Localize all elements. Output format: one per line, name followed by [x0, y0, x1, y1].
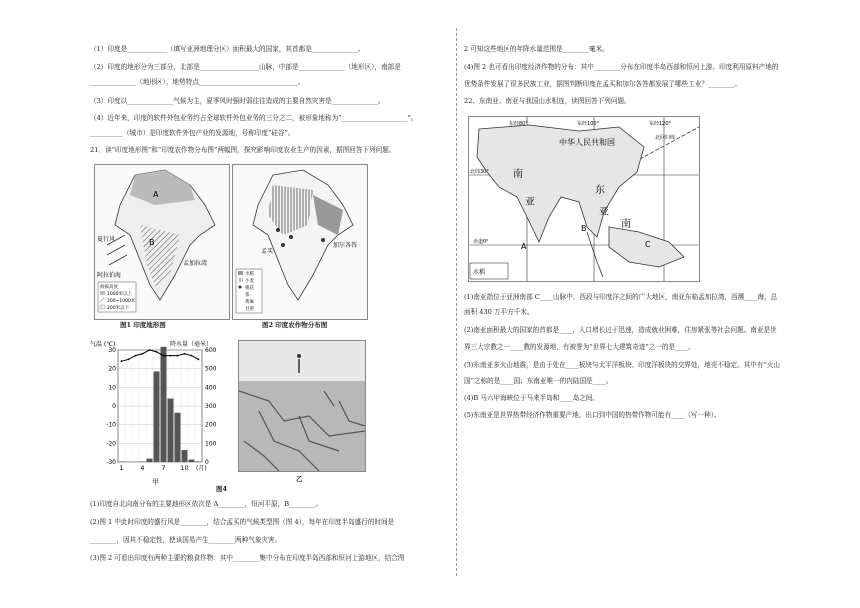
label-b: B — [149, 238, 155, 247]
temp-point — [191, 355, 193, 357]
q21-intro: 21．读“印度地形图”和“印度农作物分布图”两幅图，探究影响印度农业生产的因素，据图回答下列问题。 — [90, 146, 396, 154]
precip-tick-label: 300 — [205, 403, 217, 410]
sub-caption-a: 甲 — [152, 478, 159, 486]
temp-point — [121, 360, 123, 362]
label-arabian-sea: 阿拉伯海 — [97, 272, 122, 279]
temp-tick-label: 0 — [112, 403, 116, 410]
temp-point — [163, 355, 165, 357]
fig2-caption: 图2 印度农作物分布图 — [262, 321, 328, 329]
mumbai-climate-chart — [88, 338, 230, 488]
temp-tick-label: 30 — [108, 347, 116, 354]
q21-2b: ________，因其不稳定性，使该国易产生________两种气象灾害。 — [90, 536, 282, 544]
precip-bar — [189, 460, 195, 462]
map-legend-rice: 水稻 — [473, 269, 486, 276]
q20-4b: __________（城市）是印度软件外包产业的发源地，号称印度“硅谷”。 — [90, 129, 295, 137]
label-kolkata: 加尔各答 — [333, 242, 358, 249]
precip-bar — [168, 399, 174, 462]
map-asia-2: 亚 — [599, 207, 609, 218]
precip-tick-label: 200 — [205, 421, 217, 429]
right-column — [456, 0, 860, 608]
q22-1b: 面积 430 万平方千米。 — [464, 308, 534, 316]
cracked-earth-drawing — [239, 341, 365, 471]
q21-4b: 优势条件发展了很多民族工业，据图判断印度在孟买和加尔各答都发展了哪些工业？________。 — [464, 80, 741, 88]
map-lon-100: 东经100° — [577, 121, 600, 127]
india-crop-map-drawing — [233, 165, 367, 319]
q22-3b: 国”之称的是____国；东南亚唯一的内陆国是____。 — [464, 377, 613, 385]
crop-legend-rice: 水稻 — [245, 272, 254, 277]
q21-2a: (2)图 1 中此时印度的盛行风是________，结合孟买的气候类型图（图 4），每年在印度半岛盛行的时间是 — [90, 518, 395, 526]
month-tick-label: 1 — [119, 464, 124, 472]
q20-2a: （2）印度的地形分为三部分，北部是__________________山脉，中部是______________（地形区），南部是 — [90, 63, 401, 71]
q20-3: （3）印度以______________气候为主，夏季风时强时弱往往造成的主要自然灾害是______________。 — [90, 97, 385, 105]
precip-bar — [154, 371, 160, 462]
q22-3a: (3)东南亚多火山地震，是由于处在____板块与太平洋板块、印度洋板块的交界处，地壳不稳定。其中有“火山 — [464, 361, 781, 369]
map-china: 中华人民共和国 — [559, 138, 615, 147]
precip-bar — [196, 461, 202, 462]
precip-tick-label: 600 — [205, 347, 217, 354]
map-tropic: 北回归线 — [655, 135, 676, 141]
fig1-caption: 图1 印度地形图 — [120, 321, 166, 329]
crop-legend-tea: 茶 — [245, 293, 250, 298]
q21-3: (3)图 2 可看出印度有两种主要的粮食作物：其中________集中分布在印度半岛西部和恒河上游地区，结合图 — [90, 554, 405, 562]
q21-1: (1)印度自北向南分布的主要地形区依次是 A________，恒河平原，B________。 — [90, 500, 323, 508]
month-tick-label: 7 — [161, 464, 166, 472]
terrain-legend-title: 海拔高度 — [100, 285, 118, 290]
drought-photo — [238, 340, 366, 472]
map-lon-120: 东经120° — [649, 121, 672, 127]
india-terrain-map-drawing — [95, 165, 229, 319]
month-tick-label: 10 — [180, 464, 189, 472]
terrain-legend-2: 200~1000米 — [107, 299, 136, 304]
map-south-2: 南 — [621, 219, 631, 230]
crop-legend-sugarcane: 甘蔗 — [245, 307, 254, 312]
map-lat-30: 北纬30° — [470, 169, 489, 175]
month-unit-label: (月) — [196, 465, 207, 472]
temp-point — [198, 358, 200, 360]
q22-4: (4)B 马六甲海峡位于马来半岛和____岛之间。 — [464, 394, 599, 402]
map-label-a: A — [521, 242, 527, 251]
india-crop-map — [232, 164, 368, 320]
fig4-caption: 图4 — [216, 485, 228, 493]
temp-point — [149, 349, 151, 351]
q22-intro: 22、东南亚、南亚与我国山水相连，读图回答下列问题。 — [464, 97, 631, 105]
temp-tick-label: -20 — [106, 440, 116, 448]
temp-point — [184, 353, 186, 355]
map-label-b: B — [581, 224, 587, 233]
map-asia-1: 亚 — [525, 197, 535, 208]
temp-point — [135, 355, 137, 357]
precip-bar — [175, 413, 181, 462]
map-lon-80: 东经80° — [509, 121, 528, 127]
asia-region-map-drawing — [469, 117, 699, 281]
label-bay-of-bengal: 孟加拉湾 — [183, 260, 208, 267]
q21-4a: (4)图 2 也可看出印度经济作物的分布：其中________分布在印度半岛西部和恒河上游。印度利用原料产地的 — [464, 63, 779, 71]
q22-2b: 界三大宗教之一____教的发源地，有被誉为“世界七大建筑奇迹”之一的是____。 — [464, 343, 695, 351]
precip-tick-label: 500 — [205, 365, 217, 373]
temp-tick-label: -10 — [106, 421, 116, 429]
sub-caption-b: 乙 — [296, 475, 303, 483]
crop-legend-wheat: 小麦 — [245, 279, 254, 284]
terrain-legend-1: 1000米以上 — [107, 292, 132, 297]
temp-point — [128, 358, 130, 360]
terrain-legend-3: 200米以下 — [107, 306, 130, 311]
precip-tick-label: 0 — [205, 459, 209, 466]
temp-axis-title: 气温 (℃) — [90, 341, 116, 348]
q21-3-cont: 2 可知这些地区的年降水量范围是________毫米。 — [464, 45, 609, 53]
q20-4a: （4）近年来，印度的软件外包业务约占全球软件外包业务的三分之二，被形象地称为“____________________”。 — [90, 114, 418, 122]
plot-grid — [118, 350, 202, 462]
map-east: 东 — [595, 185, 605, 196]
precip-tick-label: 100 — [205, 440, 217, 448]
map-south-1: 南 — [513, 169, 523, 180]
crop-legend-jute: 黄麻 — [245, 300, 254, 305]
q20-1: （1）印度是____________（填写亚洲地理分区）面积最大的国家，其首都是______________。 — [90, 45, 365, 53]
q22-5: (5)东南亚是世界热带经济作物重要产地，出口到中国的热带作物可能有____（写一种）。 — [464, 411, 721, 419]
label-a: A — [153, 190, 159, 199]
precip-bar — [147, 459, 153, 462]
label-wind: 夏行风 — [97, 236, 116, 243]
temp-tick-label: -30 — [106, 459, 116, 466]
precip-bar — [161, 347, 167, 462]
month-tick-label: 4 — [140, 464, 145, 472]
precip-axis-title: 降水量（毫米） — [170, 341, 213, 348]
temp-tick-label: 20 — [108, 365, 116, 373]
precip-bar — [182, 450, 188, 462]
q20-2b: ______________（地形区），地势特点______________________________。 — [90, 78, 305, 86]
precip-tick-label: 400 — [205, 384, 217, 392]
asia-region-map — [468, 116, 700, 282]
india-terrain-map — [94, 164, 230, 320]
q22-2a: (2)南亚面积最大的国家的首都是____，人口增长过于迅速，造成就业困难，住房紧张等社会问题。南亚是世 — [464, 326, 777, 334]
map-equator: 赤道0° — [473, 239, 489, 245]
map-label-c: C — [645, 240, 651, 249]
q22-1a: (1)南亚指位于亚洲南部 C____山脉中、西段与印度洋之间的广大地区，南亚东临孟加拉湾，西濒____海，总 — [464, 293, 778, 301]
crop-legend-cotton: 棉花 — [245, 286, 254, 291]
temp-point — [142, 353, 144, 355]
label-mumbai: 孟买 — [261, 248, 274, 255]
temp-point — [177, 355, 179, 357]
temp-tick-label: 10 — [108, 384, 116, 392]
temp-point — [170, 355, 172, 357]
temp-point — [156, 351, 158, 353]
